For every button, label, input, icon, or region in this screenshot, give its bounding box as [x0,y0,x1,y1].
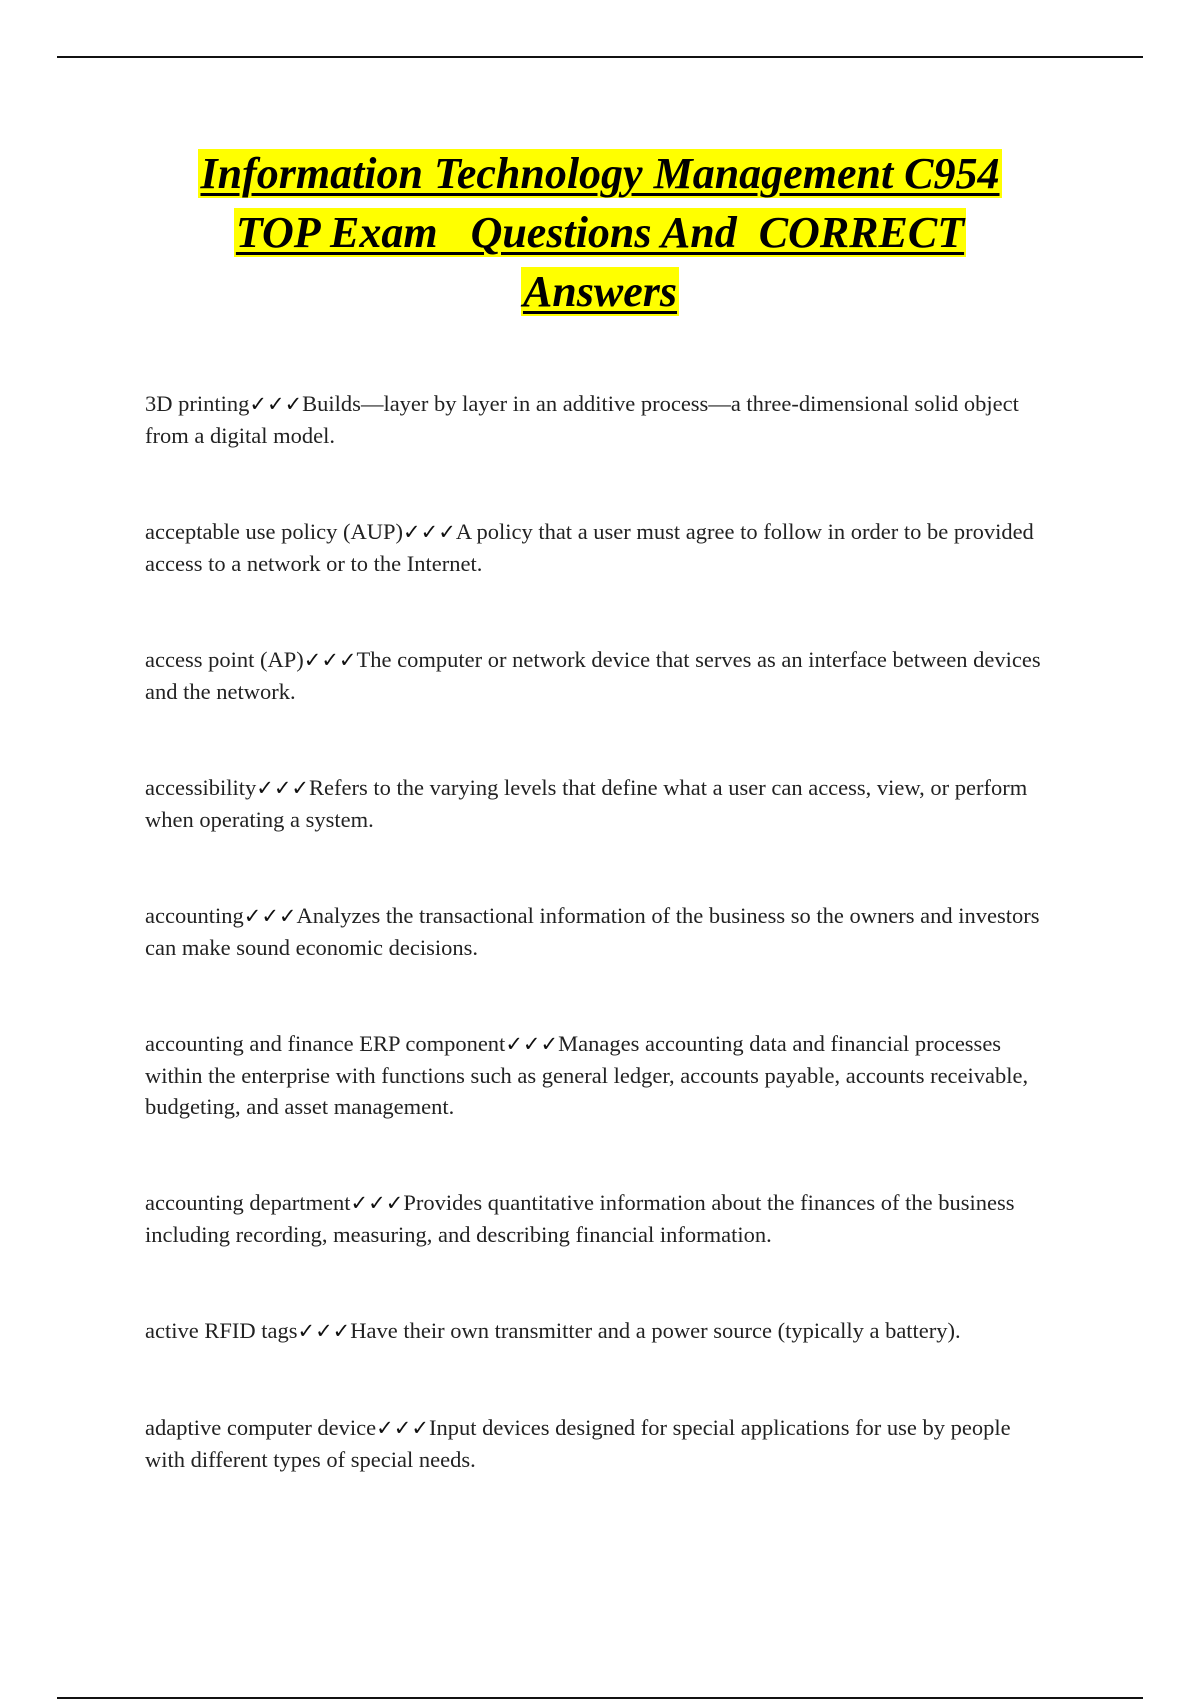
glossary-entry [145,1412,1045,1475]
document-title [60,144,1140,321]
entry-term: access point (AP) [145,647,304,672]
glossary-entry [145,516,1045,579]
check-icon: ✓✓✓ [249,392,303,416]
glossary-entry [145,644,1045,707]
check-icon: ✓✓✓ [243,904,297,928]
check-icon: ✓✓✓ [505,1032,559,1056]
entry-definition: Analyzes the transactional information of the business so the owners and investors can make sound economic decisions. [145,903,1040,960]
entry-term: active RFID tags [145,1318,298,1343]
glossary-entry [145,388,1045,451]
bottom-rule [57,1697,1143,1699]
entry-definition: Refers to the varying levels that define what a user can access, view, or perform when operating a system. [145,775,1028,832]
entry-term: acceptable use policy (AUP) [145,519,404,544]
entry-term: accounting and finance ERP component [145,1031,506,1056]
glossary-entry [145,1315,1045,1347]
check-icon: ✓✓✓ [350,1191,404,1215]
check-icon: ✓✓✓ [403,520,456,544]
title-line-3: Answers [522,267,678,316]
entry-definition: Builds—layer by layer in an additive process—a three-dimensional solid object from a digital model. [145,391,1019,448]
entry-definition: Manages accounting data and financial processes within the enterprise with functions such as general ledger, accounts payable, accounts receivable, budgeting, and asset management. [145,1031,1029,1119]
glossary-list [145,388,1045,1540]
entry-definition: A policy that a user must agree to follow in order to be provided access to a network or to the Internet. [145,519,1034,576]
entry-definition: The computer or network device that serves as an interface between devices and the network. [145,647,1041,704]
entry-term: accounting department [145,1190,351,1215]
check-icon: ✓✓✓ [256,776,310,800]
title-line-2: TOP Exam Questions And CORRECT [235,208,965,257]
entry-term: accounting [145,903,244,928]
entry-definition: Provides quantitative information about the finances of the business including recording, measuring, and describing financial information. [145,1190,1015,1247]
entry-definition: Have their own transmitter and a power source (typically a battery). [350,1318,961,1343]
entry-definition: Input devices designed for special applications for use by people with different types of special needs. [145,1415,1011,1472]
glossary-entry [145,1187,1045,1250]
entry-term: accessibility [145,775,257,800]
glossary-entry [145,900,1045,963]
check-icon: ✓✓✓ [297,1319,351,1343]
glossary-entry [145,772,1045,835]
check-icon: ✓✓✓ [303,648,357,672]
title-line-1: Information Technology Management C954 [200,149,1000,198]
entry-term: adaptive computer device [145,1415,377,1440]
top-rule [57,56,1143,58]
check-icon: ✓✓✓ [376,1416,429,1440]
entry-term: 3D printing [145,391,250,416]
glossary-entry [145,1028,1045,1122]
